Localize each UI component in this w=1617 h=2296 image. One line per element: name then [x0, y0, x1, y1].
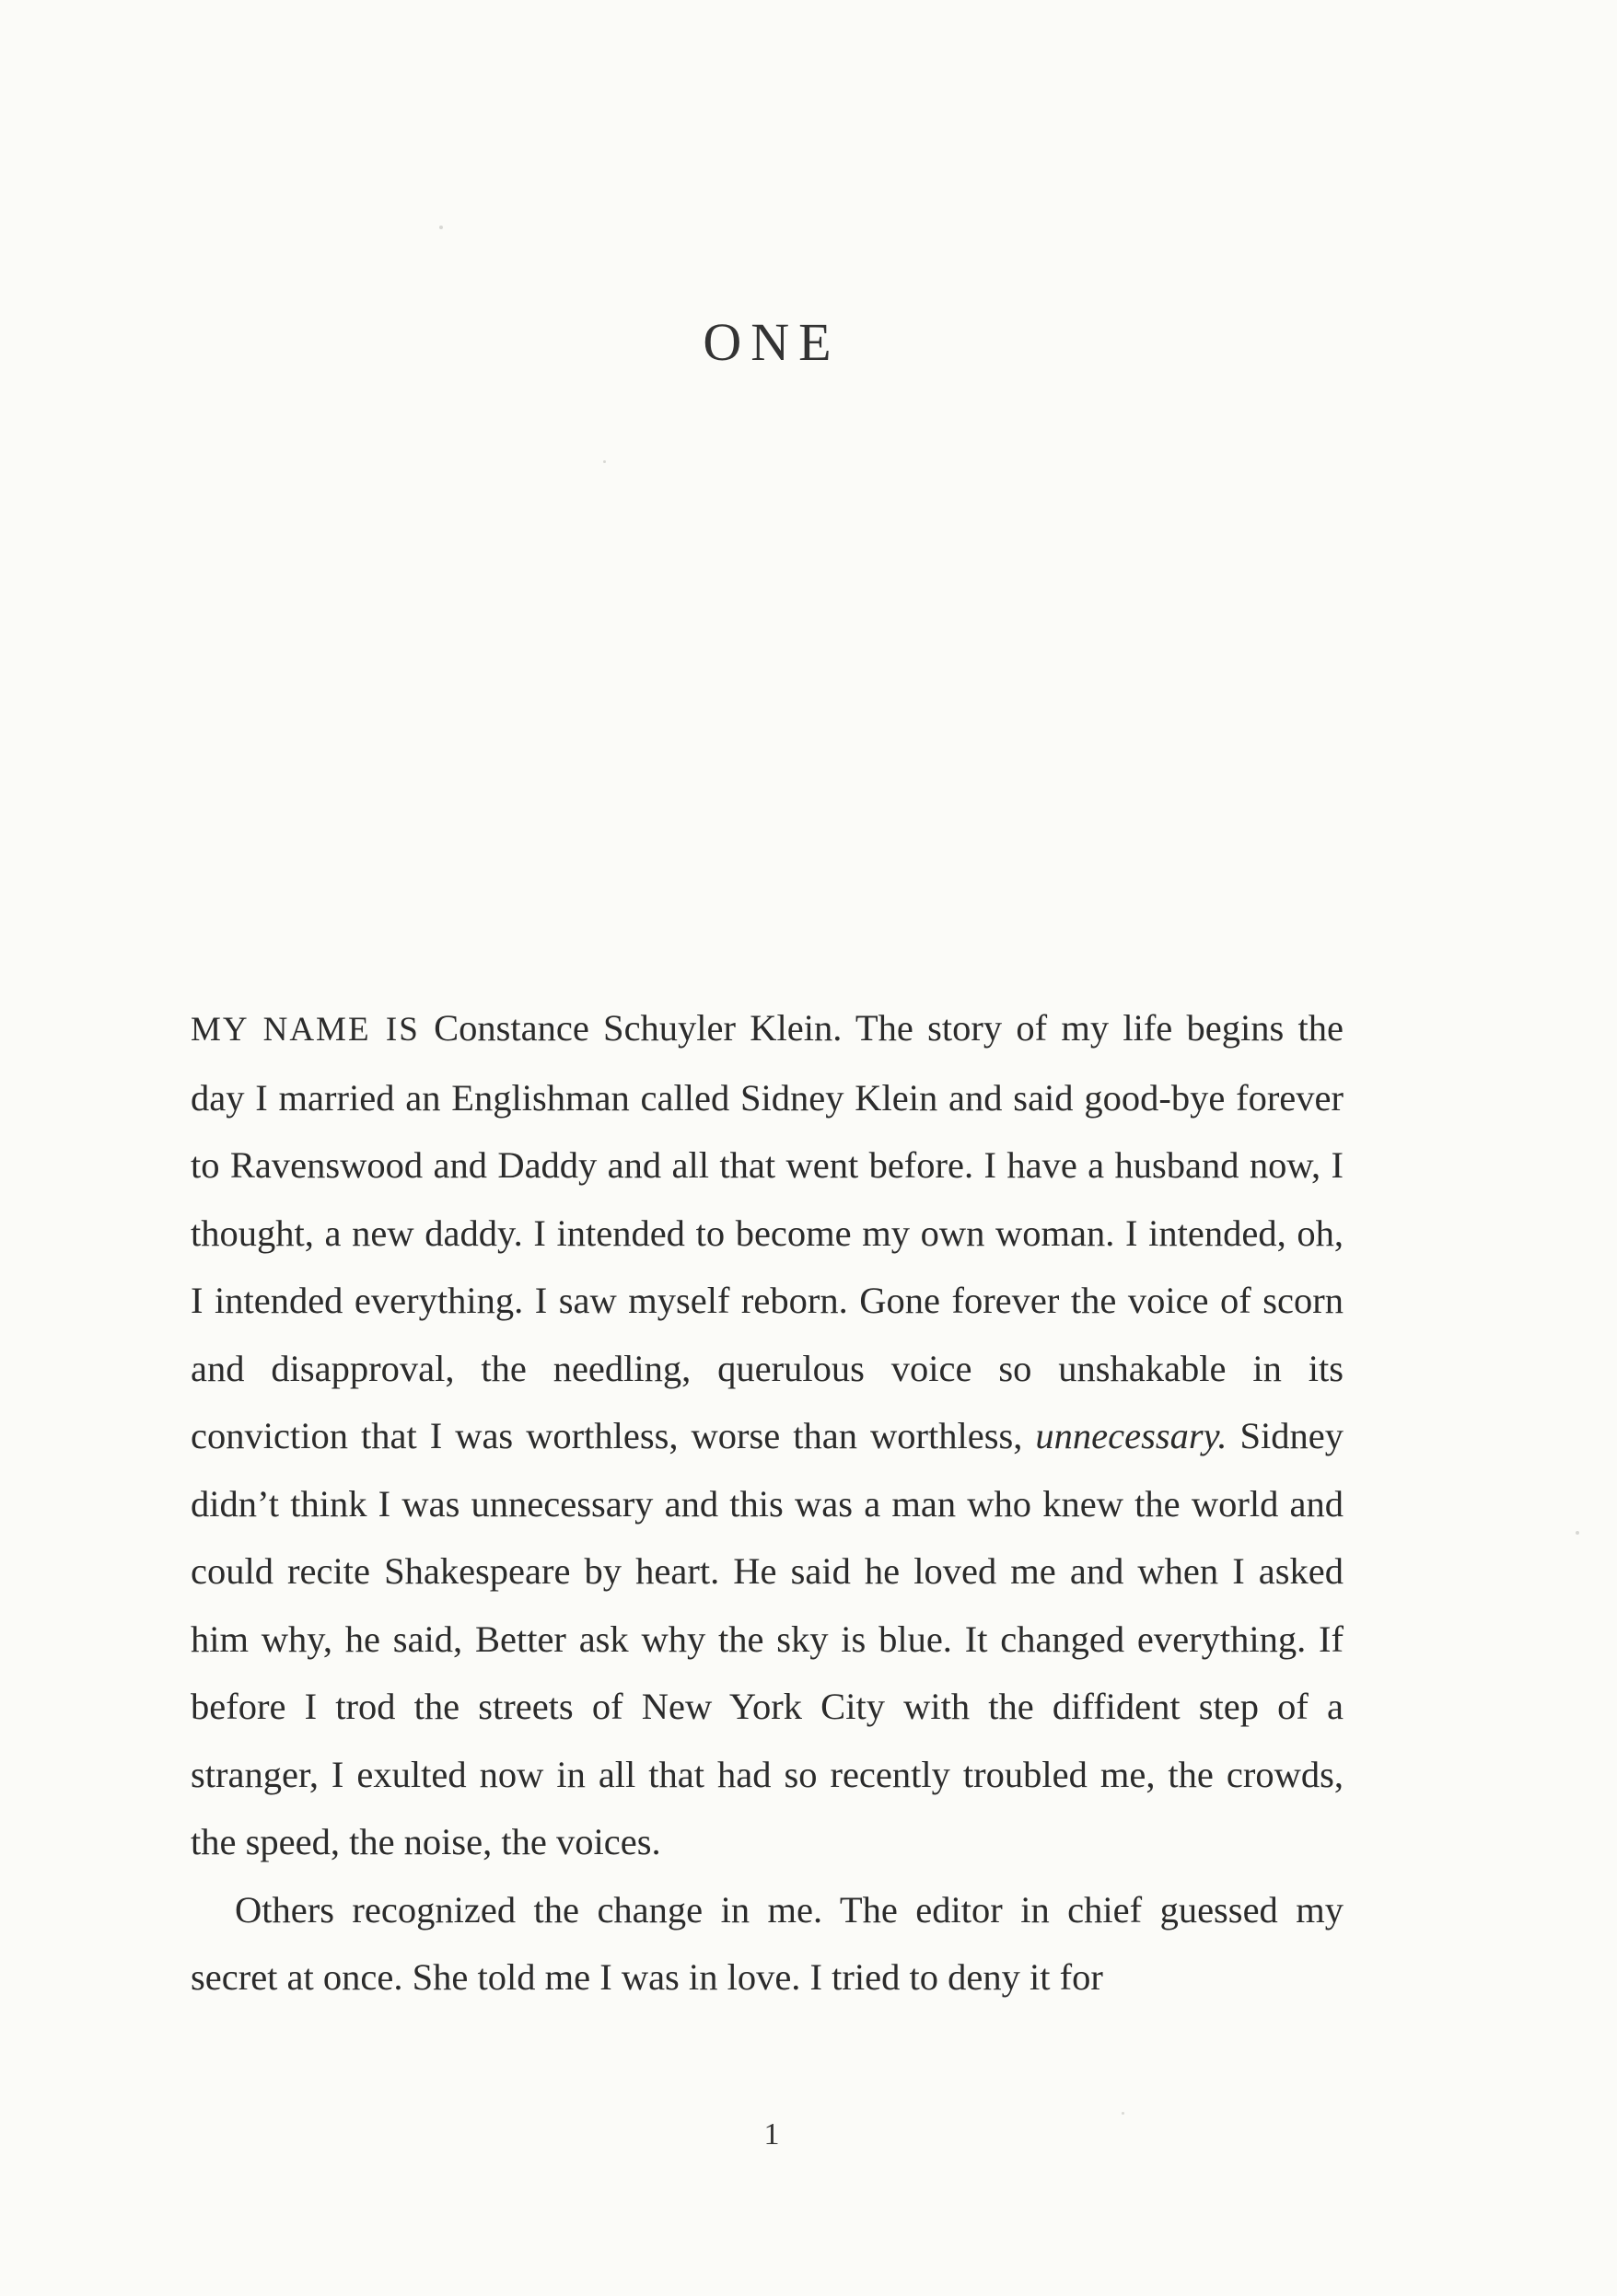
scan-speck	[1122, 2112, 1124, 2115]
paragraph-1-text-b: Sidney didn’t think I was unnecessary and this was a man who knew the world and could recite Shakespeare by heart. He said he loved me and when I asked him why, he said, Better ask why the sky is blue. It changed everything. If before I trod the streets of New York City with the diffident step of a stranger, I exulted now in all that had so recently troubled me, the crowds, the speed, the noise, the voices.	[191, 1415, 1344, 1862]
scan-speck	[1576, 1531, 1579, 1535]
scan-speck	[439, 226, 443, 229]
emphasized-word: unnecessary.	[1035, 1415, 1227, 1456]
chapter-body	[191, 994, 1344, 2012]
page-number: 1	[763, 2117, 780, 2151]
paragraph-1	[191, 994, 1344, 1876]
chapter-title: ONE	[703, 312, 841, 372]
paragraph-2: Others recognized the change in me. The editor in chief guessed my secret at once. She told me I was in love. I tried to deny it for	[191, 1888, 1344, 1998]
opening-small-caps: MY NAME IS	[191, 1011, 420, 1049]
paragraph-1-text-a: Constance Schuyler Klein. The story of my life begins the day I married an Englishman called Sidney Klein and said good-bye forever to Ravenswood and Daddy and all that went before. I have a husband now, I thought, a new daddy. I intended to become my own woman. I intended, oh, I intended everything. I saw myself reborn. Gone forever the voice of scorn and disapproval, the needling, querulous voice so unshakable in its conviction that I was worthless, worse than worthless,	[191, 1007, 1344, 1456]
scan-speck	[603, 460, 606, 463]
